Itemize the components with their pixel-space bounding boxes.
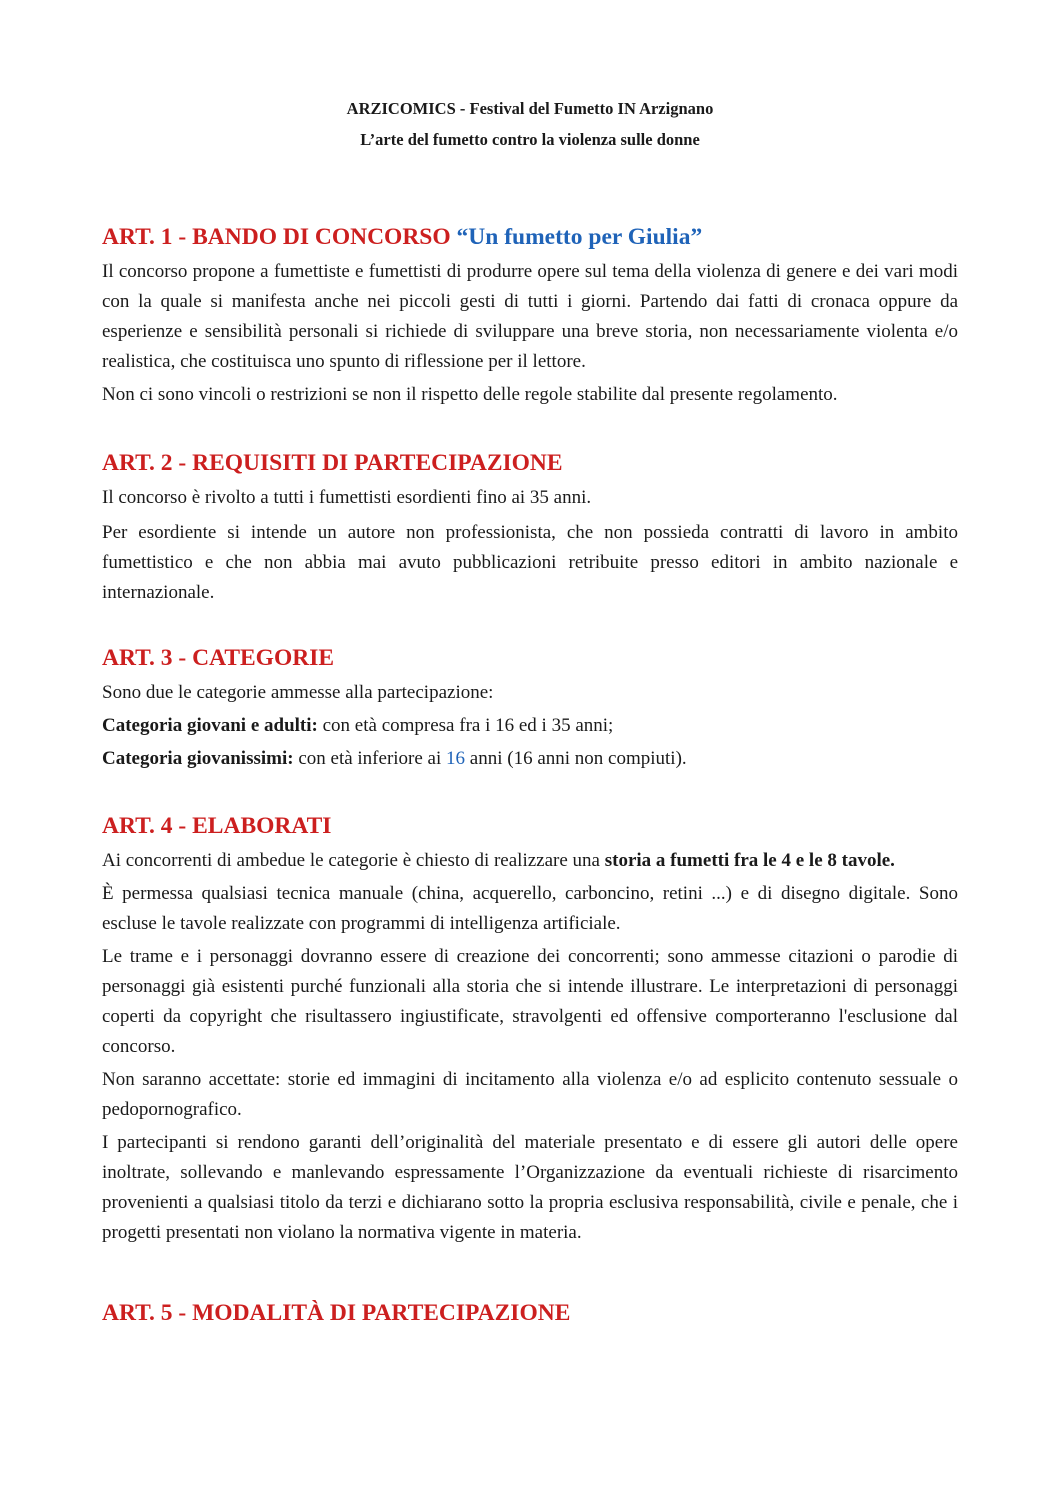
document-subtitle: L’arte del fumetto contro la violenza sulle donne	[360, 130, 700, 149]
art1-paragraph-2: Non ci sono vincoli o restrizioni se non il rispetto delle regole stabilite dal presente regolamento.	[102, 384, 838, 405]
art4-paragraph-5: I partecipanti si rendono garanti dell’originalità del materiale presentato e di essere gli autori delle opere inoltrate, sollevando e manlevando espressamente l’Organizzazione da eventuali richieste di risarcimento provenienti a qualsiasi titolo da terzi e dichiarano sotto la propria esclusiva responsabilità, civile e penale, che i progetti presentati non violano la normativa vigente in materia.	[102, 1132, 958, 1243]
art2-heading: ART. 2 - REQUISITI DI PARTECIPAZIONE	[102, 450, 563, 476]
art3-paragraph-1: Sono due le categorie ammesse alla partecipazione:	[102, 682, 494, 703]
art2-paragraph-1: Il concorso è rivolto a tutti i fumettisti esordienti fino ai 35 anni.	[102, 487, 592, 508]
art1-heading-title: “Un fumetto per Giulia”	[456, 224, 703, 250]
art4-paragraph-1	[102, 846, 958, 876]
document-title: ARZICOMICS - Festival del Fumetto IN Arzignano	[346, 99, 714, 118]
art4-paragraph-2: È permessa qualsiasi tecnica manuale (china, acquerello, carboncino, retini ...) e di disegno digitale. Sono escluse le tavole realizzate con programmi di intelligenza artificiale.	[102, 883, 958, 934]
art4-heading: ART. 4 - ELABORATI	[102, 813, 332, 839]
art4-paragraph-4: Non saranno accettate: storie ed immagini di incitamento alla violenza e/o ad esplicito contenuto sessuale o pedopornografico.	[102, 1069, 958, 1120]
document-page	[102, 98, 958, 1328]
art1-paragraph-1: Il concorso propone a fumettiste e fumettisti di produrre opere sul tema della violenza di genere e dei vari modi con la quale si manifesta anche nei piccoli gesti di tutti i giorni. Partendo dai fatti di cronaca oppure da esperienze e sensibilità personali si richiede di sviluppare una breve storia, non necessariamente violenta e/o realistica, che costituisca uno spunto di riflessione per il lettore.	[102, 261, 958, 372]
art3-category-1-label: Categoria giovani e adulti:	[102, 715, 318, 736]
art1-heading	[102, 222, 958, 252]
art4-paragraph-3: Le trame e i personaggi dovranno essere di creazione dei concorrenti; sono ammesse citazioni o parodie di personaggi già esistenti purché funzionali alla storia che si intende illustrare. Le interpretazioni di personaggi coperti da copyright che risultassero ingiustificate, stravolgenti ed offensive comporteranno l'esclusione dal concorso.	[102, 946, 958, 1057]
art3-category-2-label: Categoria giovanissimi:	[102, 748, 294, 769]
art3-category-2-text-b: anni (16 anni non compiuti).	[465, 748, 687, 769]
art3-category-2	[102, 744, 958, 774]
art3-heading: ART. 3 - CATEGORIE	[102, 645, 335, 671]
art3-category-2-number: 16	[446, 748, 466, 769]
art1-heading-concorso: CONCORSO	[314, 224, 457, 250]
art1-heading-prefix: ART. 1 - BANDO DI	[102, 224, 315, 250]
art5-heading: ART. 5 - MODALITÀ DI PARTECIPAZIONE	[102, 1300, 571, 1326]
art3-category-1-text: con età compresa fra i 16 ed i 35 anni;	[317, 715, 614, 736]
art4-paragraph-1-text: Ai concorrenti di ambedue le categorie è chiesto di realizzare una	[102, 850, 605, 871]
art3-category-2-text-a: con età inferiore ai	[293, 748, 447, 769]
art2-paragraph-2: Per esordiente si intende un autore non professionista, che non possieda contratti di lavoro in ambito fumettistico e che non abbia mai avuto pubblicazioni retribuite presso editori in ambito nazionale e internazionale.	[102, 522, 958, 603]
art3-category-1	[102, 711, 958, 741]
art4-paragraph-1-bold: storia a fumetti fra le 4 e le 8 tavole.	[604, 850, 895, 871]
